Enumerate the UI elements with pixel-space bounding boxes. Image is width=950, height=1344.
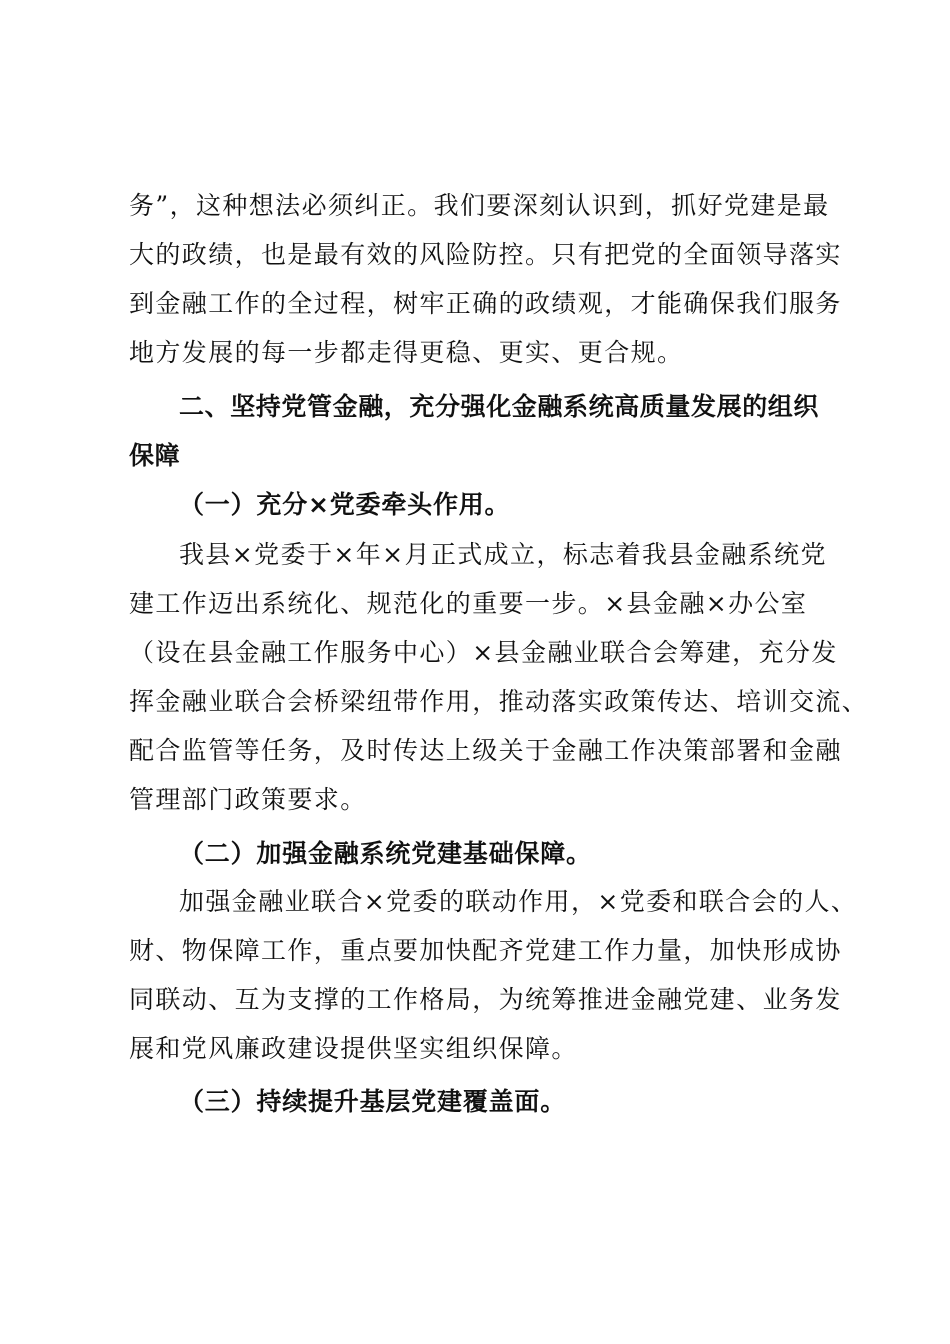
text-line: 建工作迈出系统化、规范化的重要一步。×县金融×办公室	[129, 589, 808, 618]
text-line: 加强金融业联合×党委的联动作用，×党委和联合会的人、	[179, 887, 858, 916]
subheading-text: （三）持续提升基层党建覆盖面。	[179, 1087, 567, 1116]
text-line: 同联动、互为支撑的工作格局，为统筹推进金融党建、业务发	[129, 985, 842, 1014]
text-line: 我县×党委于×年×月正式成立，标志着我县金融系统党	[179, 540, 827, 569]
subheading-2	[129, 829, 849, 878]
text-line: 配合监管等任务，及时传达上级关于金融工作决策部署和金融	[129, 736, 842, 765]
text-line: 务”，这种想法必须纠正。我们要深刻认识到，抓好党建是最	[129, 191, 830, 220]
subheading-1	[129, 480, 849, 529]
section-heading-2	[129, 382, 849, 480]
text-line: 挥金融业联合会桥梁纽带作用，推动落实政策传达、培训交流、	[129, 687, 869, 716]
heading-line: 二、坚持党管金融，充分强化金融系统高质量发展的组织	[179, 392, 820, 421]
text-line: 地方发展的每一步都走得更稳、更实、更合规。	[129, 338, 684, 367]
text-line: 大的政绩，也是最有效的风险防控。只有把党的全面领导落实	[129, 240, 842, 269]
text-line: 财、物保障工作，重点要加快配齐党建工作力量，加快形成协	[129, 936, 842, 965]
text-line: （设在县金融工作服务中心）×县金融业联合会筹建，充分发	[129, 638, 838, 667]
paragraph-2	[129, 530, 869, 824]
subheading-text: （二）加强金融系统党建基础保障。	[179, 839, 592, 868]
text-line: 展和党风廉政建设提供坚实组织保障。	[129, 1034, 578, 1063]
paragraph-continuation	[129, 181, 849, 377]
text-line: 管理部门政策要求。	[129, 785, 367, 814]
subheading-text: （一）充分×党委牵头作用。	[179, 490, 511, 519]
paragraph-3	[129, 877, 858, 1073]
heading-line: 保障	[129, 441, 181, 470]
subheading-3	[129, 1077, 849, 1126]
text-line: 到金融工作的全过程，树牢正确的政绩观，才能确保我们服务	[129, 289, 842, 318]
